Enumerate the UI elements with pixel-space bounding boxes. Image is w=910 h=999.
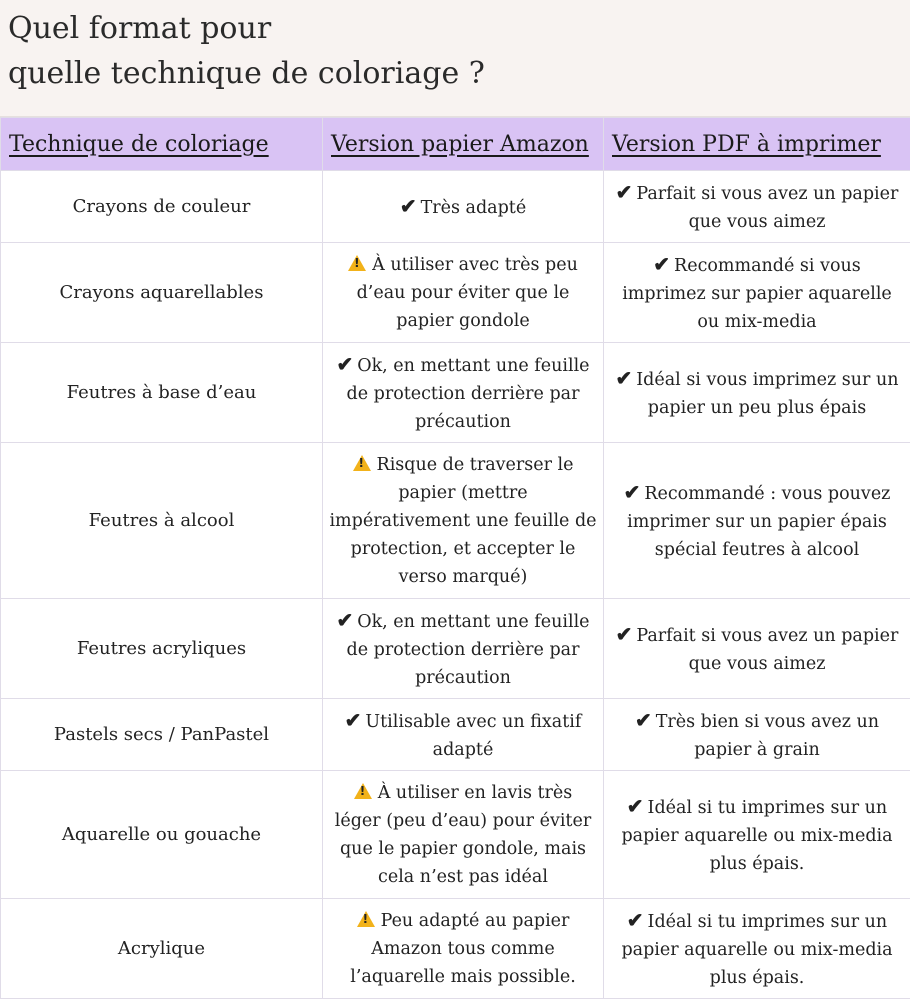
check-icon: ✔: [336, 352, 353, 376]
warning-icon: [348, 255, 366, 271]
cell-text: Idéal si tu imprimes sur un papier aquarelle ou mix-media plus épais.: [621, 798, 892, 874]
amazon-cell: [323, 599, 604, 699]
pdf-cell: [604, 899, 910, 999]
table-row: [1, 771, 910, 899]
amazon-cell: [323, 771, 604, 899]
table-row: [1, 171, 910, 243]
pdf-cell: [604, 443, 910, 599]
cell-text: Peu adapté au papier Amazon tous comme l’aquarelle mais possible.: [350, 911, 576, 987]
page-title-line-1: Quel format pour: [8, 6, 910, 51]
technique-cell: Feutres acryliques: [1, 599, 323, 699]
technique-cell: Feutres à base d’eau: [1, 343, 323, 443]
cell-text: Très bien si vous avez un papier à grain: [656, 712, 879, 760]
title-block: [0, 0, 910, 117]
check-icon: ✔: [616, 180, 633, 204]
pdf-cell: [604, 171, 910, 243]
warning-icon: [353, 455, 371, 471]
check-icon: ✔: [635, 708, 652, 732]
cell-text: Parfait si vous avez un papier que vous aimez: [636, 184, 898, 232]
cell-text: Ok, en mettant une feuille de protection derrière par précaution: [347, 612, 590, 688]
warning-icon: [357, 911, 375, 927]
check-icon: ✔: [616, 622, 633, 646]
table-row: [1, 699, 910, 771]
check-icon: ✔: [336, 608, 353, 632]
cell-text: Utilisable avec un fixatif adapté: [365, 712, 581, 760]
cell-text: Ok, en mettant une feuille de protection derrière par précaution: [347, 356, 590, 432]
pdf-cell: [604, 343, 910, 443]
cell-text: Idéal si tu imprimes sur un papier aquarelle ou mix-media plus épais.: [621, 912, 892, 988]
technique-cell: Feutres à alcool: [1, 443, 323, 599]
table-row: [1, 443, 910, 599]
amazon-cell: [323, 443, 604, 599]
technique-cell: Crayons aquarellables: [1, 243, 323, 343]
pdf-cell: [604, 243, 910, 343]
comparison-table: [0, 117, 910, 999]
table-row: [1, 243, 910, 343]
technique-cell: Aquarelle ou gouache: [1, 771, 323, 899]
pdf-cell: [604, 699, 910, 771]
amazon-cell: [323, 699, 604, 771]
check-icon: ✔: [627, 908, 644, 932]
pdf-cell: [604, 599, 910, 699]
table-header-row: [1, 118, 910, 171]
table-row: [1, 599, 910, 699]
amazon-cell: [323, 899, 604, 999]
header-pdf: Version PDF à imprimer: [604, 118, 910, 171]
amazon-cell: [323, 243, 604, 343]
cell-text: Parfait si vous avez un papier que vous aimez: [636, 626, 898, 674]
header-technique: Technique de coloriage: [1, 118, 323, 171]
cell-text: Risque de traverser le papier (mettre impérativement une feuille de protection, et accepter le verso marqué): [329, 455, 596, 587]
header-amazon: Version papier Amazon: [323, 118, 604, 171]
page-title-line-2: quelle technique de coloriage ?: [8, 51, 910, 96]
amazon-cell: [323, 171, 604, 243]
pdf-cell: [604, 771, 910, 899]
check-icon: ✔: [615, 366, 632, 390]
table-row: [1, 343, 910, 443]
check-icon: ✔: [627, 794, 644, 818]
cell-text: À utiliser avec très peu d’eau pour éviter que le papier gondole: [357, 255, 578, 331]
check-icon: ✔: [624, 480, 641, 504]
technique-cell: Acrylique: [1, 899, 323, 999]
check-icon: ✔: [653, 252, 670, 276]
warning-icon: [354, 783, 372, 799]
cell-text: Recommandé : vous pouvez imprimer sur un papier épais spécial feutres à alcool: [627, 484, 890, 560]
amazon-cell: [323, 343, 604, 443]
check-icon: ✔: [345, 708, 362, 732]
cell-text: Idéal si vous imprimez sur un papier un peu plus épais: [636, 370, 898, 418]
table-row: [1, 899, 910, 999]
technique-cell: Pastels secs / PanPastel: [1, 699, 323, 771]
check-icon: ✔: [400, 194, 417, 218]
cell-text: Très adapté: [421, 198, 527, 218]
technique-cell: Crayons de couleur: [1, 171, 323, 243]
cell-text: À utiliser en lavis très léger (peu d’eau) pour éviter que le papier gondole, mais cela n’est pas idéal: [335, 783, 591, 887]
cell-text: Recommandé si vous imprimez sur papier aquarelle ou mix-media: [622, 256, 892, 332]
